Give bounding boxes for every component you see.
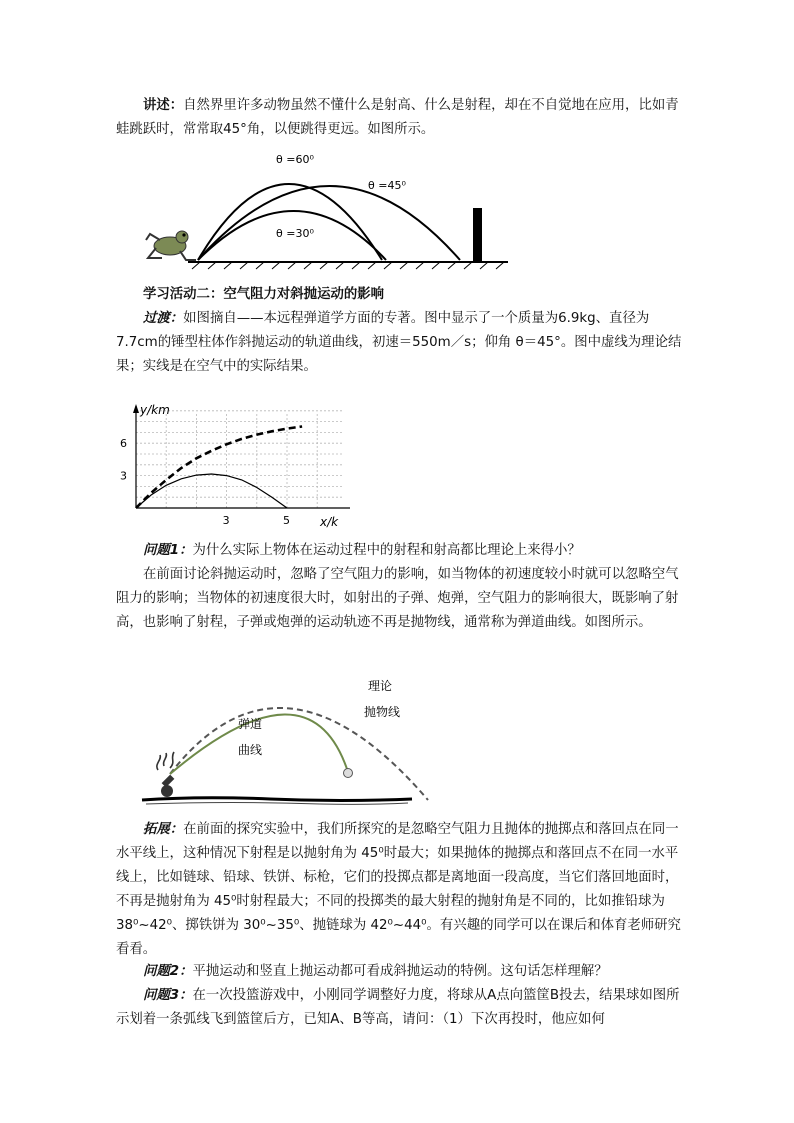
paragraph-lead: 拓展： [143,822,184,837]
x-axis-label: x/k [320,515,339,529]
question-lead: 问题2： [143,964,193,979]
label-theta-45: θ =45⁰ [368,179,406,192]
actual-curve-solid [136,474,287,508]
paragraph-text: 在前面的探究实验中，我们所探究的是忽略空气阻力且抛体的抛掷点和落回点在同一水平线上，这种情况下射程是以抛射角为 45⁰时最大；如果抛体的抛掷点和落回点不在同一水平线上，比如链球、铅球、铁饼、标枪，它们的投掷点都是离地面一段高度，当它们落回地面时，不再是抛射角为 45⁰时射程最大；不同的投掷类的最大射程的抛射角是不同的，比如推铅球为 38⁰~42⁰、掷铁饼为 30⁰~35⁰、抛链球为 42⁰~44⁰。有兴趣的同学可以在课后和体育老师研究看看。 [116,822,681,957]
frog-jump-figure [140,148,520,270]
paragraph-text: 自然界里许多动物虽然不懂什么是射高、什么是射程，却在不自觉地在应用，比如青蛙跳跃时，常常取45°角，以便跳得更远。如图所示。 [116,98,679,137]
paragraph-lead: 讲述： [143,98,184,113]
ballistic-label-1: 弹道 [238,717,263,731]
x-tick-label: 5 [283,514,290,527]
intro-paragraph [116,94,684,142]
cannon-icon [157,752,175,797]
ballistic-label-2: 曲线 [238,743,263,757]
paragraph-lead: 过渡： [143,311,184,326]
ground-line [142,798,412,801]
chart-layer [120,403,350,529]
question-text: 平抛运动和竖直上抛运动都可看成斜抛运动的特例。这句话怎样理解？ [192,964,608,979]
question-text: 在一次投篮游戏中，小刚同学调整好力度，将球从A点向篮筐B投去，结果球如图所示划着一条弧线飞到篮筐后方，已知A、B等高，请问：（1）下次再投时，他应如何 [116,988,680,1027]
question-text: 为什么实际上物体在运动过程中的射程和射高都比理论上来得小？ [192,543,581,558]
extension-paragraph [116,818,684,962]
trajectory-chart [114,376,364,532]
question-lead: 问题1： [143,543,193,558]
label-theta-30: θ =30⁰ [276,227,314,240]
label-theta-60: θ =60⁰ [276,153,314,166]
paragraph-text: 如图摘自——本远程弹道学方面的专著。图中显示了一个质量为6.9kg、直径为7.7cm的锤型柱体作斜抛运动的轨道曲线，初速＝550m／s；仰角 θ＝45°。图中虚线为理论结果；实线是在空气中的实际结果。 [116,311,682,374]
question-1 [116,539,684,563]
question-3 [116,984,684,1032]
ground-hatching [192,262,504,269]
wall-post [473,208,482,262]
question-lead: 问题3： [143,988,193,1003]
ballistic-figure [140,660,440,806]
y-tick-label: 6 [120,437,127,451]
theory-label-1: 理论 [368,679,393,693]
y-axis-arrow [133,404,139,413]
frog-icon [146,231,196,260]
theory-curve-dashed [136,427,302,509]
air-resistance-paragraph: 在前面讨论斜抛运动时，忽略了空气阻力的影响，如当物体的初速度较小时就可以忽略空气阻力的影响；当物体的初速度很大时，如射出的子弹、炮弹，空气阻力的影响很大，既影响了射高，也影响了射程，子弹或炮弹的运动轨迹不再是抛物线，通常称为弹道曲线。如图所示。 [116,567,679,630]
y-axis-label: y/km [140,403,170,417]
activity-title: 学习活动二：空气阻力对斜抛运动的影响 [143,287,385,302]
theory-label-2: 抛物线 [364,705,401,719]
question-2 [116,960,684,984]
x-tick-label: 3 [222,514,230,527]
theory-parabola [170,708,428,800]
y-tick-label: 3 [120,469,127,483]
trajectory-60 [198,184,382,260]
projectile-ball [344,769,353,778]
ground-shadow [146,803,408,805]
transition-paragraph [116,307,684,379]
